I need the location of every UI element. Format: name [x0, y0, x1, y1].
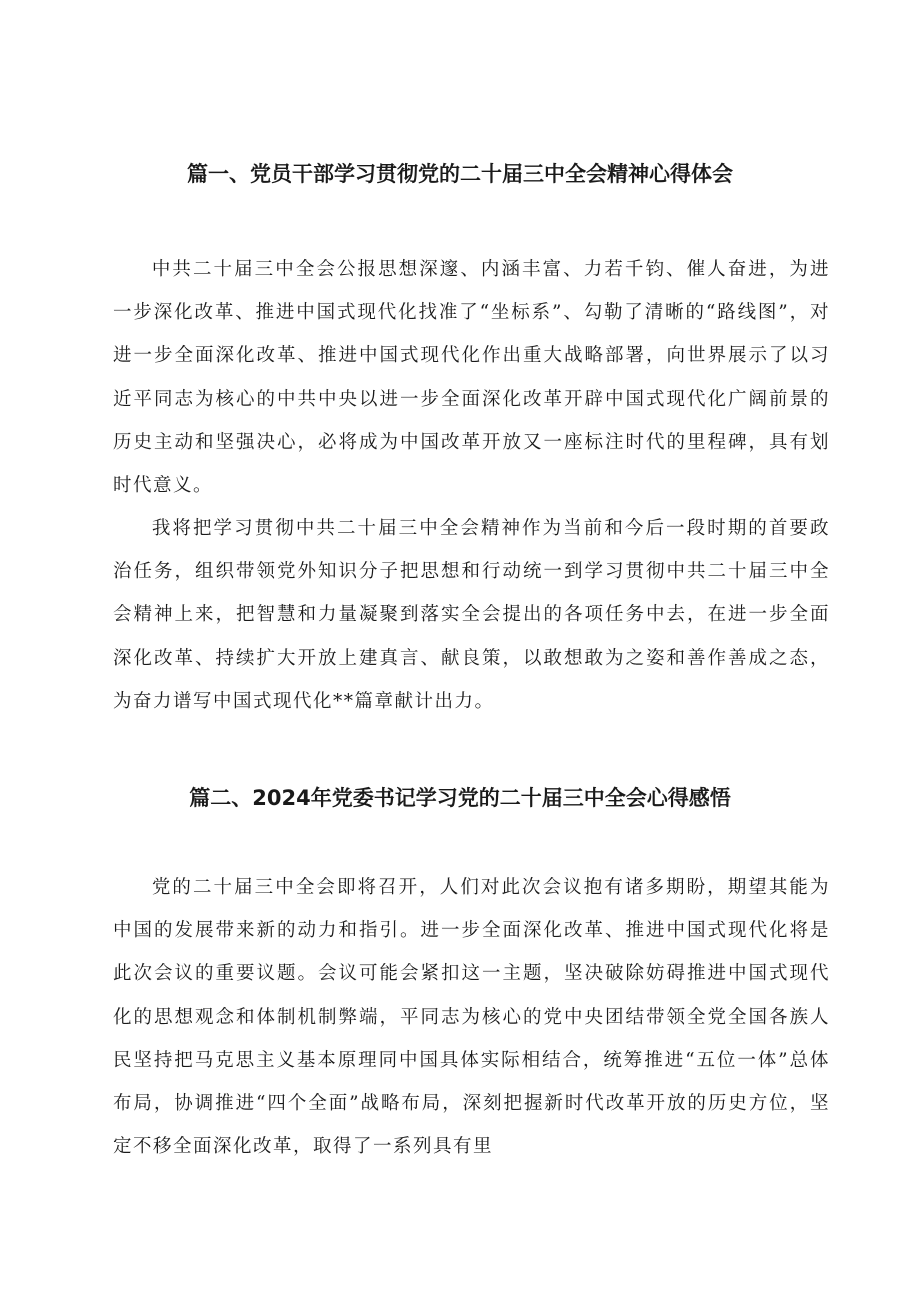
section-2-title: 篇二、2024年党委书记学习党的二十届三中全会心得感悟	[189, 786, 731, 810]
section-2-paragraph-1: 党的二十届三中全会即将召开，人们对此次会议抱有诸多期盼，期望其能为中国的发展带来新的动力和指引。进一步全面深化改革、推进中国式现代化将是此次会议的重要议题。会议可能会紧扣这一主题，坚决破除妨碍推进中国式现代化的思想观念和体制机制弊端，平同志为核心的党中央团结带领全党全国各族人民坚持把马克思主义基本原理同中国具体实际相结合，统筹推进“五位一体”总体布局，协调推进“四个全面”战略布局，深刻把握新时代改革开放的历史方位，坚定不移全面深化改革，取得了一系列具有里	[113, 877, 830, 1158]
section-1-paragraph-1: 中共二十届三中全会公报思想深邃、内涵丰富、力若千钧、催人奋进，为进一步深化改革、推进中国式现代化找准了“坐标系”、勾勒了清晰的“路线图”，对进一步全面深化改革、推进中国式现代化作出重大战略部署，向世界展示了以习近平同志为核心的中共中央以进一步全面深化改革开辟中国式现代化广阔前景的历史主动和坚强决心，必将成为中国改革开放又一座标注时代的里程碑，具有划时代意义。	[113, 259, 830, 497]
section-1-paragraph-2: 我将把学习贯彻中共二十届三中全会精神作为当前和今后一段时期的首要政治任务，组织带领党外知识分子把思想和行动统一到学习贯彻中共二十届三中全会精神上来，把智慧和力量凝聚到落实全会提出的各项任务中去，在进一步全面深化改革、持续扩大开放上建真言、献良策，以敢想敢为之姿和善作善成之态，为奋力谱写中国式现代化**篇章献计出力。	[113, 518, 830, 712]
section-1-title: 篇一、党员干部学习贯彻党的二十届三中全会精神心得体会	[187, 162, 733, 186]
